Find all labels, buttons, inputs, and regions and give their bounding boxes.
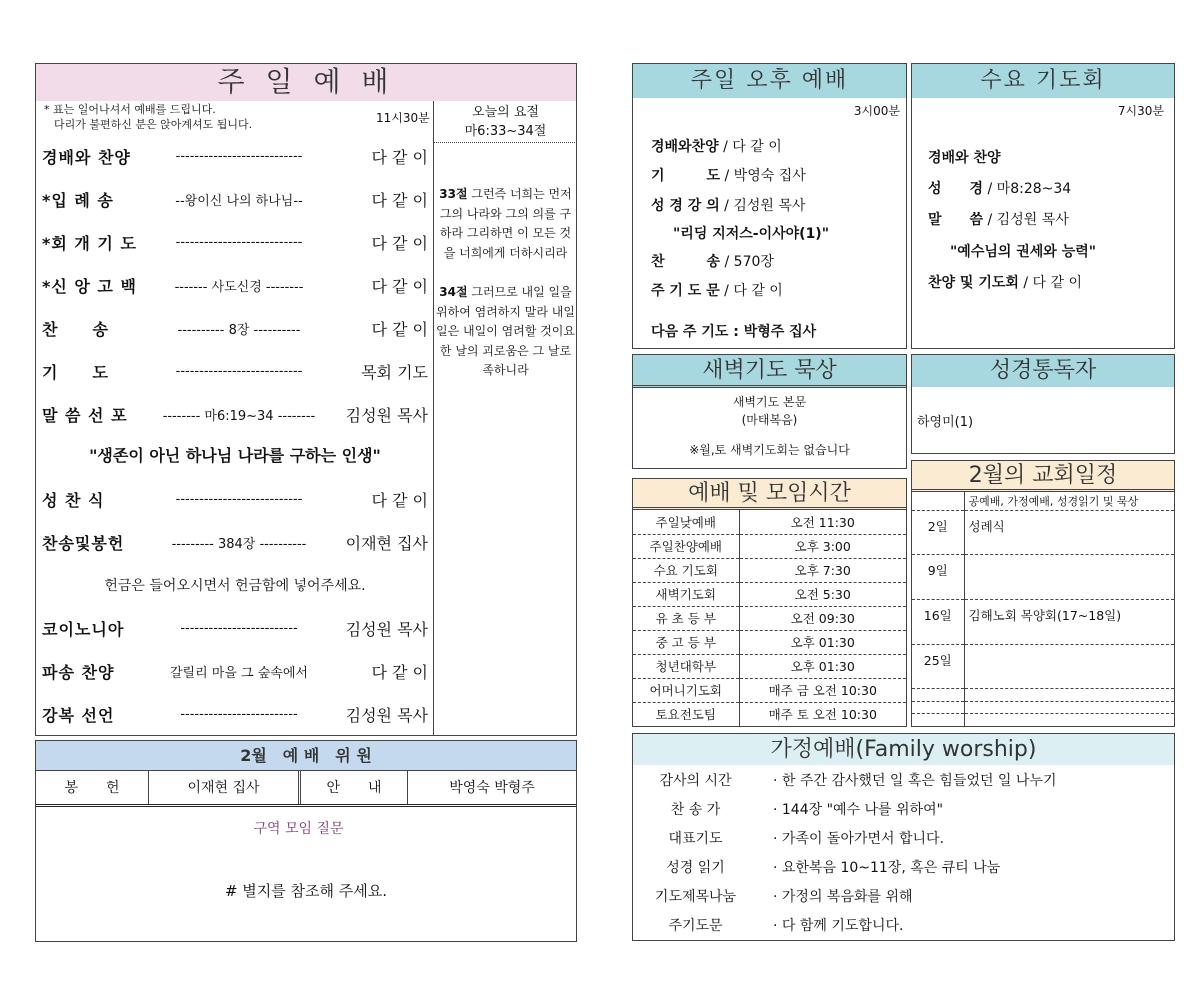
schedule-row [633, 534, 906, 558]
calendar-row [912, 644, 1174, 689]
order-label: 성 찬 식 [42, 490, 105, 510]
family-item [633, 915, 1173, 935]
verse-34: 34절 그러므로 내일 일을 위하여 염려하지 말라 내일 일은 내일이 염려할 것이요 한 날의 괴로움은 그 날로 족하니라 [436, 285, 575, 377]
calendar-date [912, 701, 964, 714]
order-leader: 다 같 이 [371, 147, 428, 167]
order-leader: 다 같 이 [371, 662, 428, 682]
schedule-time: 매주 금 오전 10:30 [739, 678, 906, 702]
schedule-name: 중 고 등 부 [633, 630, 739, 654]
order-item [36, 656, 434, 686]
order-item [36, 527, 434, 557]
family-worship-panel [632, 733, 1175, 941]
verse-33: 33절 그런즉 너희는 먼저 그의 나라와 그의 의를 구하라 그리하면 이 모든 것을 너희에게 더하시리라 [439, 187, 572, 260]
wednesday-prayer-panel: 수요 기도회 7시30분 경배와 찬양 성 경 / 마8:28~34 말 씀 / 김성원 목사 "예수님의 권세와 능력" 찬양 및 기도회 / 다 같 이 [911, 63, 1175, 349]
calendar-event [964, 644, 1174, 689]
order-item [36, 270, 434, 300]
dawn-prayer-panel: 새벽기도 묵상 새벽기도 본문 (마태복음) ※월,토 새벽기도회는 없습니다 [632, 354, 907, 469]
order-label: 파송 찬양 [42, 662, 115, 682]
calendar-event [964, 701, 1174, 714]
service-time: 11시30분 [376, 111, 430, 125]
schedule-time: 오전 5:30 [739, 582, 906, 606]
family-item-label: 기도제목나눔 [654, 889, 737, 905]
calendar-event [964, 714, 1174, 727]
calendar-date: 16일 [912, 599, 964, 644]
family-item-label: 대표기도 [668, 831, 723, 847]
calendar-event: 김해노회 목양회(17~18일) [964, 599, 1174, 644]
order-detail: -------- 마6:19~34 -------- [162, 408, 316, 424]
family-item [633, 770, 1173, 790]
family-item-label: 성경 읽기 [666, 860, 725, 876]
schedule-name: 청년대학부 [633, 654, 739, 678]
calendar-date: 2일 [912, 510, 964, 555]
schedule-time: 오전 11:30 [739, 510, 906, 534]
order-label: 말 씀 선 포 [42, 405, 128, 425]
group-question-note: # 별지를 참조해 주세요. [224, 882, 388, 900]
order-leader: 목회 기도 [361, 362, 428, 382]
lecture-title: "리딩 지저스-이사야(1)" [673, 226, 830, 242]
order-label: *회 개 기 도 [42, 233, 137, 253]
afternoon-worship-panel: 주일 오후 예배 3시00분 경배와찬양 / 다 같 이 기 도 / 박영숙 집사 성 경 강 의 / 김성원 목사 "리딩 지저스-이사야(1)" 찬 송 / 570장 주 기 도 문 / 다 같 이 다음 주 기도 : 박형주 집사 [632, 63, 907, 349]
times-title: 예배 및 모임시간 [633, 479, 906, 510]
order-detail: --------------------------- [175, 234, 303, 250]
committee-row: 봉 헌 이재현 집사 안 내 박영숙 박형주 [36, 771, 576, 807]
order-leader: 김성원 목사 [345, 619, 428, 639]
order-leader: 다 같 이 [371, 276, 428, 296]
order-leader: 다 같 이 [371, 490, 428, 510]
readers-names: 하영미(1) [917, 415, 974, 430]
schedule-row [633, 678, 906, 702]
church-calendar-panel [911, 460, 1175, 727]
order-item [36, 699, 434, 729]
schedule-row [633, 702, 906, 726]
order-label: 기 도 [42, 362, 109, 382]
sunday-worship-title: 주 일 예 배 [36, 64, 576, 101]
order-item [36, 399, 434, 429]
schedule-row [633, 558, 906, 582]
schedule-time: 오후 01:30 [739, 654, 906, 678]
schedule-name: 유 초 등 부 [633, 606, 739, 630]
dawn-title: 새벽기도 묵상 [633, 355, 906, 388]
order-item [36, 141, 434, 171]
family-title: 가정예배(Family worship) [633, 734, 1174, 765]
committee-title: 2월 예 배 위 원 [36, 741, 576, 771]
order-detail: ------------------------- [180, 620, 298, 636]
order-leader: 김성원 목사 [345, 705, 428, 725]
family-item-desc: · 다 함께 기도합니다. [773, 918, 904, 934]
calendar-row [912, 555, 1174, 600]
schedule-row [633, 582, 906, 606]
verse-header: 오늘의 요절 마6:33~34절 [434, 101, 577, 143]
wednesday-time: 7시30분 [1117, 104, 1164, 118]
family-item [633, 799, 1173, 819]
schedule-row [633, 510, 906, 534]
order-leader: 다 같 이 [371, 319, 428, 339]
calendar-title: 2월의 교회일정 [912, 461, 1174, 492]
schedule-row [633, 654, 906, 678]
calendar-row [912, 510, 1174, 555]
calendar-date [912, 714, 964, 727]
sermon-title: "생존이 아닌 하나님 나라를 구하는 인생" [89, 446, 381, 465]
order-detail: --왕이신 나의 하나님-- [175, 193, 303, 209]
calendar-row [912, 689, 1174, 702]
bible-readers-panel [911, 354, 1175, 454]
family-item-label: 찬 송 가 [670, 802, 721, 818]
schedule-time: 오후 01:30 [739, 630, 906, 654]
order-label: 코이노니아 [42, 619, 125, 639]
order-detail: --------------------------- [175, 491, 303, 507]
order-leader: 다 같 이 [371, 233, 428, 253]
order-label: 강복 선언 [42, 705, 115, 725]
order-item [36, 313, 434, 343]
schedule-time: 오후 7:30 [739, 558, 906, 582]
schedule-name: 주일낮예배 [633, 510, 739, 534]
order-item [36, 484, 434, 514]
sunday-worship-panel [35, 63, 577, 736]
readers-title: 성경통독자 [912, 355, 1174, 387]
calendar-table [912, 492, 1174, 727]
order-item [36, 613, 434, 643]
order-detail: 갈릴리 마을 그 숲속에서 [170, 665, 308, 681]
order-leader: 다 같 이 [371, 190, 428, 210]
schedule-time: 오후 3:00 [739, 534, 906, 558]
afternoon-time: 3시00분 [853, 104, 900, 118]
order-label: 찬송및봉헌 [42, 533, 125, 553]
calendar-row [912, 701, 1174, 714]
order-label: *입 례 송 [42, 190, 114, 210]
verse-column [433, 101, 577, 736]
order-leader: 이재현 집사 [345, 533, 428, 553]
calendar-event: 성례식 [964, 510, 1174, 555]
order-item [36, 356, 434, 386]
calendar-header: 공예배, 가정예배, 성경읽기 및 묵상 [964, 492, 1174, 510]
order-detail: ------- 사도신경 -------- [174, 279, 304, 295]
family-item-label: 감사의 시간 [659, 773, 732, 789]
family-item-label: 주기도문 [668, 918, 723, 934]
schedule-row [633, 630, 906, 654]
order-detail: ------------------------- [180, 706, 298, 722]
offering-note: 헌금은 들어오시면서 헌금함에 넣어주세요. [104, 578, 366, 594]
group-question-title: 구역 모임 질문 [253, 821, 344, 837]
order-label: 경배와 찬양 [42, 147, 131, 167]
service-times-table [633, 510, 906, 727]
calendar-event [964, 689, 1174, 702]
schedule-name: 토요전도팀 [633, 702, 739, 726]
calendar-date: 9일 [912, 555, 964, 600]
schedule-name: 수요 기도회 [633, 558, 739, 582]
order-label: 찬 송 [42, 319, 109, 339]
schedule-row [633, 606, 906, 630]
afternoon-title: 주일 오후 예배 [633, 64, 906, 98]
calendar-date: 25일 [912, 644, 964, 689]
schedule-name: 어머니기도회 [633, 678, 739, 702]
family-item [633, 857, 1173, 877]
wednesday-sermon-title: "예수님의 권세와 능력" [950, 244, 1097, 260]
order-leader: 김성원 목사 [345, 405, 428, 425]
family-item-desc: · 144장 "예수 나를 위하여" [773, 802, 944, 818]
next-prayer: 다음 주 기도 : 박형주 집사 [651, 324, 817, 340]
schedule-time: 오전 09:30 [739, 606, 906, 630]
standing-note: * 표는 일어나셔서 예배를 드립니다. 다리가 불편하신 분은 앉아계셔도 됩니다. [44, 103, 253, 131]
calendar-event [964, 555, 1174, 600]
order-item [36, 227, 434, 257]
schedule-name: 새벽기도회 [633, 582, 739, 606]
order-detail: ---------- 8장 ---------- [177, 322, 301, 338]
wednesday-title: 수요 기도회 [912, 64, 1174, 98]
family-item-desc: · 요한복음 10~11장, 혹은 큐티 나눔 [773, 860, 1001, 876]
schedule-time: 매주 토 오전 10:30 [739, 702, 906, 726]
order-label: *신 앙 고 백 [42, 276, 137, 296]
schedule-name: 주일찬양예배 [633, 534, 739, 558]
committee-panel [35, 740, 577, 942]
family-item-desc: · 한 주간 감사했던 일 혹은 힘들었던 일 나누기 [773, 773, 1057, 789]
calendar-date [912, 689, 964, 702]
calendar-row [912, 599, 1174, 644]
family-item [633, 886, 1173, 906]
family-item-desc: · 가족이 돌아가면서 합니다. [773, 831, 945, 847]
order-detail: --------------------------- [175, 363, 303, 379]
service-times-panel [632, 478, 907, 727]
family-item-desc: · 가정의 복음화를 위해 [773, 889, 913, 905]
order-detail: --------- 384장 ---------- [171, 536, 307, 552]
family-item [633, 828, 1173, 848]
order-item [36, 184, 434, 214]
order-detail: --------------------------- [175, 148, 303, 164]
calendar-row [912, 714, 1174, 727]
